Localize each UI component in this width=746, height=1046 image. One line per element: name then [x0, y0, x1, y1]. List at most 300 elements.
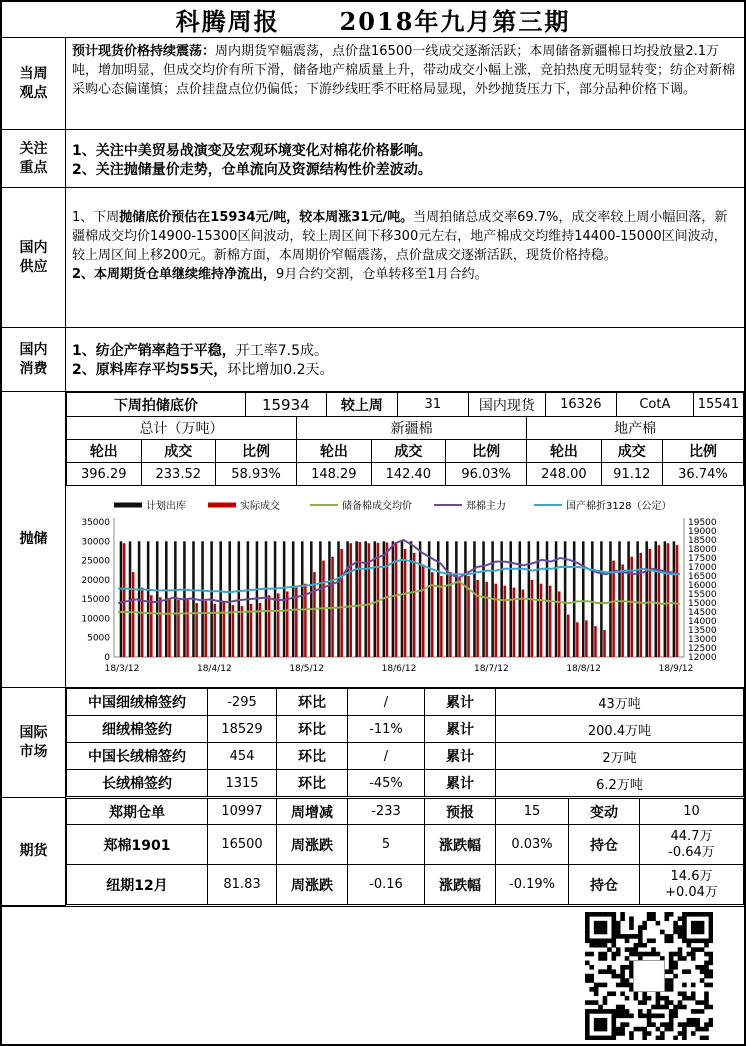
qr-module	[673, 1005, 678, 1010]
y-right-tick: 17000	[688, 563, 717, 573]
qr-module	[607, 991, 612, 996]
qr-module	[616, 947, 621, 952]
futures-row: 郑期仓单 10997 周增减 -233 预报 15 变动 10	[67, 799, 744, 825]
bar-actual	[286, 591, 289, 657]
qr-module	[687, 938, 692, 943]
bar-plan	[645, 541, 648, 657]
qr-module	[704, 938, 709, 943]
qr-module	[704, 974, 709, 979]
bar-actual	[494, 584, 497, 657]
qr-module	[691, 983, 696, 988]
qr-module	[598, 930, 603, 935]
qr-module	[682, 925, 687, 930]
qr-module	[647, 1014, 652, 1019]
qr-module	[669, 938, 674, 943]
y-right-tick: 16000	[688, 581, 717, 591]
qr-module	[629, 947, 634, 952]
qr-module	[594, 921, 599, 926]
qr-module	[594, 930, 599, 935]
qr-module	[704, 912, 709, 917]
qr-module	[704, 952, 709, 957]
qr-module	[594, 1022, 599, 1027]
reserve-chart-svg	[66, 488, 744, 687]
qr-module	[691, 952, 696, 957]
qr-module	[664, 1022, 669, 1027]
bar-actual	[395, 542, 398, 657]
qr-module	[642, 921, 647, 926]
y-right-tick: 14500	[688, 608, 717, 618]
qr-module	[709, 938, 713, 943]
reserve-subhead: 成交	[601, 440, 662, 463]
y-right-tick: 15000	[688, 599, 717, 609]
qr-module	[603, 1009, 608, 1014]
qr-module	[664, 938, 669, 943]
qr-module	[603, 1027, 608, 1032]
qr-module	[638, 952, 643, 957]
legend-label: 计划出库	[146, 501, 186, 512]
bar-actual	[177, 600, 180, 657]
intl-cell: 环比	[277, 716, 348, 743]
qr-module	[620, 1005, 625, 1010]
qr-module	[638, 938, 643, 943]
legend-label: 实际成交	[240, 501, 280, 512]
qr-module	[700, 930, 705, 935]
qr-module	[669, 1009, 674, 1014]
y-right-tick: 13500	[688, 626, 717, 636]
qr-module	[598, 1036, 603, 1040]
reserve-value: 58.93%	[216, 463, 297, 486]
qr-module	[660, 1022, 665, 1027]
qr-module	[642, 952, 647, 957]
legend-label: 郑棉主力	[466, 501, 506, 512]
qr-module	[611, 916, 616, 921]
qr-code[interactable]	[585, 912, 713, 1040]
intl-cell: 200.4万吨	[496, 716, 744, 743]
qr-module	[585, 938, 590, 943]
qr-module	[682, 996, 687, 1001]
qr-module	[589, 974, 594, 979]
qr-module	[664, 916, 669, 921]
qr-module	[709, 983, 713, 988]
qr-module	[585, 1036, 590, 1040]
qr-module	[704, 969, 709, 974]
qr-module	[656, 1014, 661, 1019]
bar-actual	[223, 602, 226, 657]
qr-module	[585, 1031, 590, 1036]
qr-code-image[interactable]	[585, 912, 713, 1040]
bar-plan	[464, 541, 467, 657]
intl-cell: 18529	[208, 716, 277, 743]
qr-module	[598, 1027, 603, 1032]
qr-module	[616, 983, 621, 988]
qr-module	[616, 974, 621, 979]
y-left-tick: 0	[104, 653, 110, 663]
qr-module	[598, 1009, 603, 1014]
qr-module	[603, 938, 608, 943]
qr-module	[647, 952, 652, 957]
y-right-tick: 16500	[688, 572, 717, 582]
qr-module	[695, 925, 700, 930]
bar-plan	[301, 541, 304, 657]
qr-module	[682, 912, 687, 917]
qr-module	[700, 1027, 705, 1032]
qr-module	[682, 921, 687, 926]
qr-module	[647, 938, 652, 943]
qr-module	[634, 1027, 639, 1032]
qr-module	[625, 938, 630, 943]
qr-module	[691, 947, 696, 952]
bar-plan	[591, 541, 594, 657]
qr-module	[700, 969, 705, 974]
qr-module	[678, 1000, 683, 1005]
bar-plan	[265, 541, 268, 657]
qr-module	[700, 925, 705, 930]
qr-module	[660, 1005, 665, 1010]
intl-cell: 454	[208, 743, 277, 770]
qr-module	[664, 1005, 669, 1010]
qr-module	[611, 943, 616, 948]
supply-text: 1、下周抛储底价预估在15934元/吨，较本周涨31元/吨。当周拍储总成交率69.7%，成交率较上周小幅回落，新疆棉成交均价14900-15300区间波动，较上周区间下移300元左右，地产棉成交均维持14400-15000区间波动，较上周区间上移200元。新棉方面，本周期价窄幅震荡，点价盘成交逐渐活跃，现货价格持稳。 2、本周期货仓单继续维持净流出，9月合约交割，仓单转移至1月合约。	[66, 188, 746, 328]
qr-module	[709, 934, 713, 939]
bar-plan	[392, 541, 395, 657]
x-tick: 18/9/12	[658, 664, 694, 674]
qr-module	[625, 965, 630, 970]
qr-module	[709, 930, 713, 935]
intl-cell: 环比	[277, 770, 348, 797]
qr-module	[642, 996, 647, 1001]
intl-cell: 中国细绒棉签约	[67, 689, 208, 716]
qr-module	[620, 983, 625, 988]
intl-cell: 中国长绒棉签约	[67, 743, 208, 770]
qr-module	[678, 934, 683, 939]
reserve-row-price: 下周拍储底价 15934 较上周 31 国内现货 16326 CotA 15541	[67, 393, 744, 417]
bar-actual	[268, 595, 271, 657]
intl-row	[67, 716, 744, 743]
qr-module	[682, 938, 687, 943]
y-right-tick: 18500	[688, 536, 717, 546]
bar-plan	[627, 541, 630, 657]
qr-module	[625, 956, 630, 961]
qr-module	[638, 1027, 643, 1032]
qr-module	[651, 1005, 656, 1010]
qr-module	[642, 943, 647, 948]
qr-module	[642, 1014, 647, 1019]
bar-actual	[513, 588, 516, 657]
qr-module	[704, 961, 709, 966]
y-right-tick: 18000	[688, 545, 717, 555]
qr-module	[634, 952, 639, 957]
qr-module	[695, 930, 700, 935]
y-left-tick: 5000	[87, 633, 110, 644]
qr-module	[664, 1027, 669, 1032]
qr-module	[607, 969, 612, 974]
qr-module	[704, 965, 709, 970]
qr-module	[594, 1009, 599, 1014]
bar-actual	[603, 630, 606, 657]
qr-module	[634, 947, 639, 952]
qr-module	[704, 983, 709, 988]
qr-module	[678, 930, 683, 935]
qr-module	[629, 1031, 634, 1036]
qr-module	[594, 987, 599, 992]
qr-module	[669, 934, 674, 939]
qr-module	[695, 938, 700, 943]
bar-plan	[129, 541, 132, 657]
qr-module	[700, 938, 705, 943]
qr-module	[656, 1005, 661, 1010]
qr-module	[656, 1027, 661, 1032]
qr-module	[709, 952, 713, 957]
qr-module	[638, 930, 643, 935]
bar-actual	[658, 545, 661, 657]
qr-module	[620, 934, 625, 939]
qr-module	[700, 978, 705, 983]
qr-module	[673, 952, 678, 957]
qr-module	[607, 938, 612, 943]
qr-module	[625, 996, 630, 1001]
qr-module	[673, 965, 678, 970]
qr-module	[594, 912, 599, 917]
qr-module	[647, 1018, 652, 1023]
x-tick: 18/5/12	[289, 664, 325, 674]
qr-module	[629, 916, 634, 921]
y-left-tick: 15000	[81, 595, 110, 606]
x-tick: 18/6/12	[381, 664, 417, 674]
qr-module	[678, 947, 683, 952]
focus-item: 2、关注抛储量价走势，仓单流向及资源结构性价差波动。	[72, 162, 432, 178]
qr-module	[598, 1022, 603, 1027]
qr-module	[585, 974, 590, 979]
qr-module	[611, 930, 616, 935]
qr-module	[616, 925, 621, 930]
qr-module	[700, 965, 705, 970]
bar-actual	[213, 604, 216, 657]
qr-module	[642, 1031, 647, 1036]
bar-plan	[319, 541, 322, 657]
qr-module	[660, 1031, 665, 1036]
qr-module	[656, 1036, 661, 1040]
qr-module	[642, 1027, 647, 1032]
qr-module	[691, 925, 696, 930]
reserve-value: 248.00	[527, 463, 602, 486]
reserve-value: 396.29	[67, 463, 142, 486]
qr-module	[598, 1018, 603, 1023]
qr-module	[611, 1031, 616, 1036]
qr-module	[678, 1031, 683, 1036]
qr-module	[603, 1018, 608, 1023]
qr-module	[585, 952, 590, 957]
qr-module	[603, 930, 608, 935]
bar-actual	[476, 580, 479, 657]
qr-module	[669, 983, 674, 988]
qr-module	[682, 1036, 687, 1040]
section-label-focus: 关注 重点	[0, 130, 66, 188]
qr-module	[594, 938, 599, 943]
qr-module	[678, 956, 683, 961]
qr-module	[669, 969, 674, 974]
qr-module	[669, 1014, 674, 1019]
bar-actual	[195, 603, 198, 657]
qr-module	[669, 1000, 674, 1005]
bar-actual	[676, 545, 679, 657]
qr-module	[629, 921, 634, 926]
qr-module	[704, 996, 709, 1001]
intl-row	[67, 770, 744, 797]
intl-panel	[66, 688, 746, 798]
reserve-chart	[66, 488, 744, 687]
qr-module	[691, 1009, 696, 1014]
bar-actual	[621, 564, 624, 657]
qr-module	[691, 991, 696, 996]
qr-module	[598, 952, 603, 957]
section-label-reserve: 抛储	[0, 392, 66, 688]
qr-module	[695, 947, 700, 952]
bar-plan	[618, 541, 621, 657]
qr-module	[616, 1027, 621, 1032]
qr-module	[585, 916, 590, 921]
qr-module	[651, 1022, 656, 1027]
reserve-stats-table: 总计（万吨） 新疆棉 地产棉 轮出 成交 比例 轮出 成交 比例 轮出 成交 比例 396.29 233.52 58.93% 148.29 142.40 96.03% 248.00 91.12 36.74%	[66, 416, 744, 486]
qr-module	[700, 912, 705, 917]
y-right-tick: 19500	[688, 518, 717, 528]
bar-actual	[132, 572, 135, 657]
qr-module	[669, 952, 674, 957]
bar-plan	[355, 541, 358, 657]
focus-item: 1、关注中美贸易战演变及宏观环境变化对棉花价格影响。	[72, 143, 432, 159]
section-label-intl: 国际 市场	[0, 688, 66, 798]
qr-module	[642, 1036, 647, 1040]
intl-cell: 1315	[208, 770, 277, 797]
reserve-subhead: 比例	[216, 440, 297, 463]
reserve-panel	[66, 392, 746, 688]
qr-module	[651, 912, 656, 917]
qr-module	[589, 912, 594, 917]
qr-module	[682, 1027, 687, 1032]
qr-module	[691, 938, 696, 943]
qr-module	[594, 991, 599, 996]
qr-module	[669, 956, 674, 961]
qr-module	[620, 974, 625, 979]
qr-module	[589, 1009, 594, 1014]
qr-module	[585, 978, 590, 983]
qr-module	[638, 943, 643, 948]
y-left-tick: 25000	[81, 556, 110, 567]
qr-module	[607, 912, 612, 917]
qr-module	[629, 952, 634, 957]
bar-plan	[310, 541, 313, 657]
bar-plan	[609, 541, 612, 657]
qr-module	[585, 1000, 590, 1005]
qr-module	[620, 965, 625, 970]
qr-module	[625, 1014, 630, 1019]
qr-module	[620, 991, 625, 996]
bar-actual	[485, 582, 488, 657]
qr-module	[611, 1036, 616, 1040]
qr-module	[687, 1018, 692, 1023]
qr-module	[709, 1022, 713, 1027]
qr-module	[611, 912, 616, 917]
bar-plan	[364, 541, 367, 657]
qr-module	[620, 912, 625, 917]
qr-module	[603, 921, 608, 926]
qr-module	[678, 925, 683, 930]
bar-actual	[612, 561, 615, 657]
report-title	[0, 0, 746, 38]
bar-actual	[277, 593, 280, 657]
qr-module	[656, 996, 661, 1001]
qr-module	[691, 996, 696, 1001]
qr-module	[669, 978, 674, 983]
y-left-tick: 35000	[81, 518, 110, 528]
qr-module	[625, 978, 630, 983]
qr-module	[709, 912, 713, 917]
reserve-subhead: 轮出	[527, 440, 602, 463]
x-tick: 18/3/12	[104, 664, 140, 674]
qr-module	[709, 921, 713, 926]
bar-plan	[428, 541, 431, 657]
qr-module	[607, 965, 612, 970]
qr-module	[700, 1036, 705, 1040]
qr-module	[678, 952, 683, 957]
bar-actual	[531, 580, 534, 657]
reserve-value: 91.12	[601, 463, 662, 486]
qr-module	[603, 925, 608, 930]
qr-module	[594, 1036, 599, 1040]
qr-module	[642, 1000, 647, 1005]
qr-module	[598, 969, 603, 974]
bar-actual	[150, 595, 153, 657]
qr-module	[651, 938, 656, 943]
bar-plan	[120, 541, 123, 657]
bar-plan	[292, 541, 295, 657]
intl-cell: 累计	[425, 743, 496, 770]
qr-module	[585, 1009, 590, 1014]
y-right-tick: 19000	[688, 527, 717, 537]
bar-plan	[228, 541, 231, 657]
qr-module	[700, 1009, 705, 1014]
bar-actual	[123, 543, 126, 657]
futures-table	[66, 798, 744, 905]
reserve-subhead: 成交	[371, 440, 446, 463]
qr-module	[603, 1000, 608, 1005]
bar-plan	[346, 541, 349, 657]
qr-module	[611, 991, 616, 996]
brand-name: 科腾周报	[175, 7, 280, 36]
bar-plan	[337, 541, 340, 657]
section-label-futures: 期货	[0, 798, 66, 906]
qr-module	[629, 1014, 634, 1019]
qr-module	[629, 1036, 634, 1040]
qr-module	[656, 952, 661, 957]
qr-module	[616, 952, 621, 957]
qr-module	[611, 1022, 616, 1027]
qr-module	[589, 1036, 594, 1040]
qr-module	[682, 983, 687, 988]
qr-module	[598, 938, 603, 943]
intl-cell: -11%	[348, 716, 425, 743]
qr-module	[594, 1000, 599, 1005]
y-left-tick: 10000	[81, 614, 110, 625]
bar-plan	[219, 541, 222, 657]
qr-module	[611, 952, 616, 957]
qr-module	[589, 987, 594, 992]
outlook-text: 预计现货价格持续震荡：周内期货窄幅震荡，点价盘16500一线成交逐渐活跃；本周储备新疆棉日均投放量2.1万吨，增加明显，但成交均价有所下滑，储备地产棉质量上升，带动成交小幅上涨，竞拍热度无明显转变；纺企对新棉采购心态偏谨慎；点价挂盘点位仍偏低；下游纱线旺季不旺格局显现，外纱抛货压力下，部分品种价格下调。	[66, 38, 746, 130]
qr-module	[669, 1018, 674, 1023]
x-tick: 18/8/12	[566, 664, 602, 674]
qr-module	[704, 1022, 709, 1027]
intl-cell: /	[348, 689, 425, 716]
qr-module	[709, 1005, 713, 1010]
